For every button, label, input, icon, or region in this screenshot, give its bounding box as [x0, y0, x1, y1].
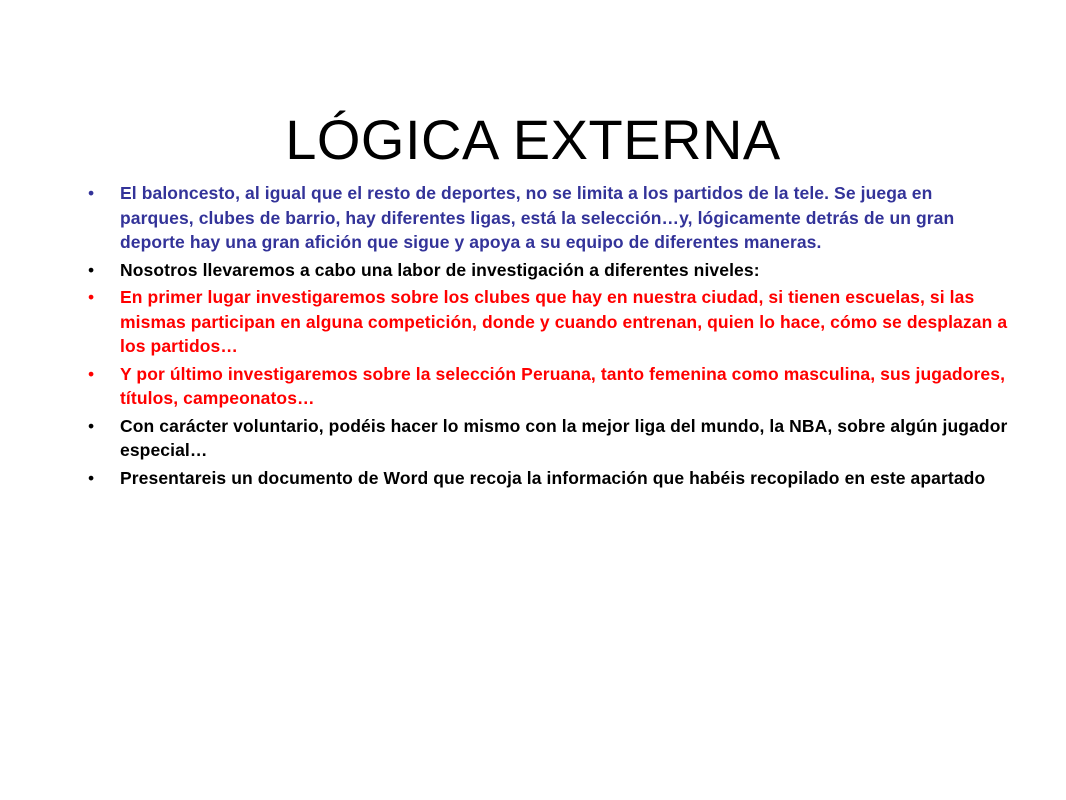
- bullet-list: [88, 181, 1008, 493]
- bullet-text: Y por último investigaremos sobre la selección Peruana, tanto femenina como masculina, sus jugadores, títulos, campeonatos…: [120, 363, 1006, 408]
- bullet-item-voluntary-nba: [88, 414, 1008, 463]
- bullet-item-word-document: [88, 466, 1008, 491]
- bullet-item-clubs: [88, 285, 1008, 359]
- bullet-icon: •: [88, 287, 95, 307]
- bullet-item-investigation: [88, 258, 1008, 283]
- bullet-icon: •: [88, 363, 95, 384]
- bullet-icon: •: [88, 467, 95, 488]
- bullet-icon: •: [88, 415, 95, 436]
- slide-title: LÓGICA EXTERNA: [285, 108, 781, 171]
- bullet-text: Presentareis un documento de Word que recoja la información que habéis recopilado en este apartado: [120, 467, 986, 488]
- bullet-text: Nosotros llevaremos a cabo una labor de investigación a diferentes niveles:: [120, 259, 760, 280]
- bullet-icon: •: [88, 259, 95, 280]
- bullet-item-national-team: [88, 362, 1008, 411]
- bullet-text: En primer lugar investigaremos sobre los clubes que hay en nuestra ciudad, si tienen escuelas, si las mismas participan en alguna competición, donde y cuando entrenan, quien lo hace, cómo se desplazan a los partidos…: [120, 287, 1008, 356]
- bullet-text: El baloncesto, al igual que el resto de deportes, no se limita a los partidos de la tele. Se juega en parques, clubes de barrio, hay diferentes ligas, está la selección…y, lógicamente detrás de un gran deporte hay una gran afición que sigue y apoya a su equipo de diferentes maneras.: [120, 183, 955, 252]
- bullet-icon: •: [88, 183, 95, 203]
- bullet-item-intro: [88, 181, 1008, 255]
- bullet-text: Con carácter voluntario, podéis hacer lo mismo con la mejor liga del mundo, la NBA, sobre algún jugador especial…: [120, 415, 1008, 460]
